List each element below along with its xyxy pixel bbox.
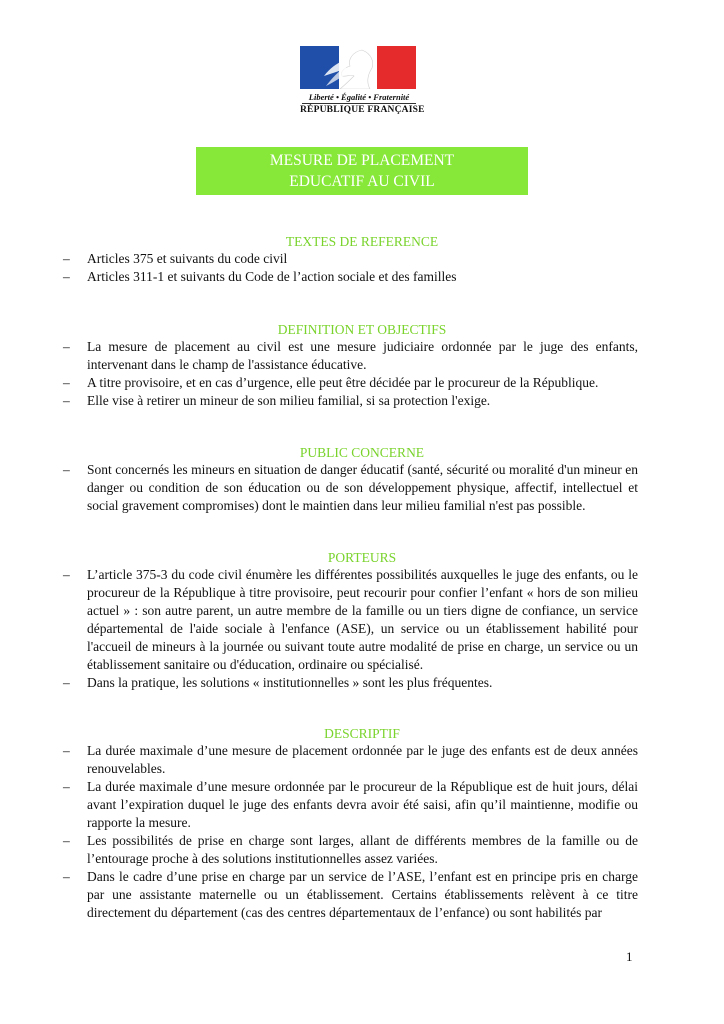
section-heading-definition-et-objectifs: DEFINITION ET OBJECTIFS — [277, 322, 447, 337]
list-item: – Dans le cadre d’une prise en charge par un service de l’ASE, l’enfant est en principe pris en charge par une assistante maternelle ou un établissement. Certains établissements relèvent à ce titre directement du département (cas des centres départementaux de l’enfance) ou sont habilités par — [87, 868, 638, 922]
section-heading-descriptif: DESCRIPTIF — [324, 726, 400, 741]
document-title-box — [196, 147, 528, 195]
logo-name: RÉPUBLIQUE FRANÇAISE — [300, 105, 425, 115]
list-item: – L’article 375-3 du code civil énumère les différentes possibilités auxquelles le juge des enfants, ou le procureur de la République à titre provisoire, peut recourir pour confier l’enfant « hors de son milieu actuel » : son autre parent, un autre membre de la famille ou un tiers digne de confiance, un service départemental de l'aide sociale à l'enfance (ASE), un service ou un établissement habilité pour l'accueil de mineurs à la journée ou suivant toute autre modalité de prise en charge, un service ou un établissement sanitaire ou d'éducation, ordinaire ou spécialisé. — [87, 566, 638, 674]
list-item: – La durée maximale d’une mesure de placement ordonnée par le juge des enfants est de deux années renouvelables. — [87, 742, 638, 778]
logo-divider — [302, 103, 416, 104]
list-item: – Elle vise à retirer un mineur de son milieu familial, si sa protection l'exige. — [87, 392, 638, 410]
list-item: – Sont concernés les mineurs en situation de danger éducatif (santé, sécurité ou moralité d'un mineur en danger ou condition de son éducation ou de son développement physique, affectif, intellectuel et social gravement compromises) dont le maintien dans leur milieu familial n'est pas possible. — [87, 461, 638, 515]
page-number: 1 — [626, 949, 633, 964]
list-item: – La durée maximale d’une mesure ordonnée par le procureur de la République est de huit jours, délai avant l’expiration duquel le juge des enfants devra avoir été saisi, afin qu’il maintienne, modifie ou rapporte la mesure. — [87, 778, 638, 832]
list-item: – La mesure de placement au civil est une mesure judiciaire ordonnée par le juge des enfants, intervenant dans le champ de l'assistance éducative. — [87, 338, 638, 374]
section-heading-textes-de-reference: TEXTES DE REFERENCE — [285, 234, 439, 249]
list-item: – Articles 311-1 et suivants du Code de l’action sociale et des familles — [87, 268, 638, 286]
title-line-2: EDUCATIF AU CIVIL — [289, 173, 435, 190]
section-heading-public-concerne: PUBLIC CONCERNE — [299, 445, 425, 460]
section-heading-porteurs: PORTEURS — [327, 550, 397, 565]
logo-motto: Liberté • Égalité • Fraternité — [308, 92, 410, 102]
list-item: – A titre provisoire, et en cas d’urgence, elle peut être décidée par le procureur de la République. — [87, 374, 638, 392]
republique-francaise-logo — [300, 46, 425, 120]
title-line-1: MESURE DE PLACEMENT — [269, 152, 455, 169]
marianne-flag-icon — [300, 46, 416, 89]
list-item: – Les possibilités de prise en charge sont larges, allant de différents membres de la famille ou de l’entourage proche à des solutions institutionnelles assez variées. — [87, 832, 638, 868]
list-item: – Dans la pratique, les solutions « institutionnelles » sont les plus fréquentes. — [87, 674, 638, 692]
list-item: – Articles 375 et suivants du code civil — [87, 250, 638, 268]
